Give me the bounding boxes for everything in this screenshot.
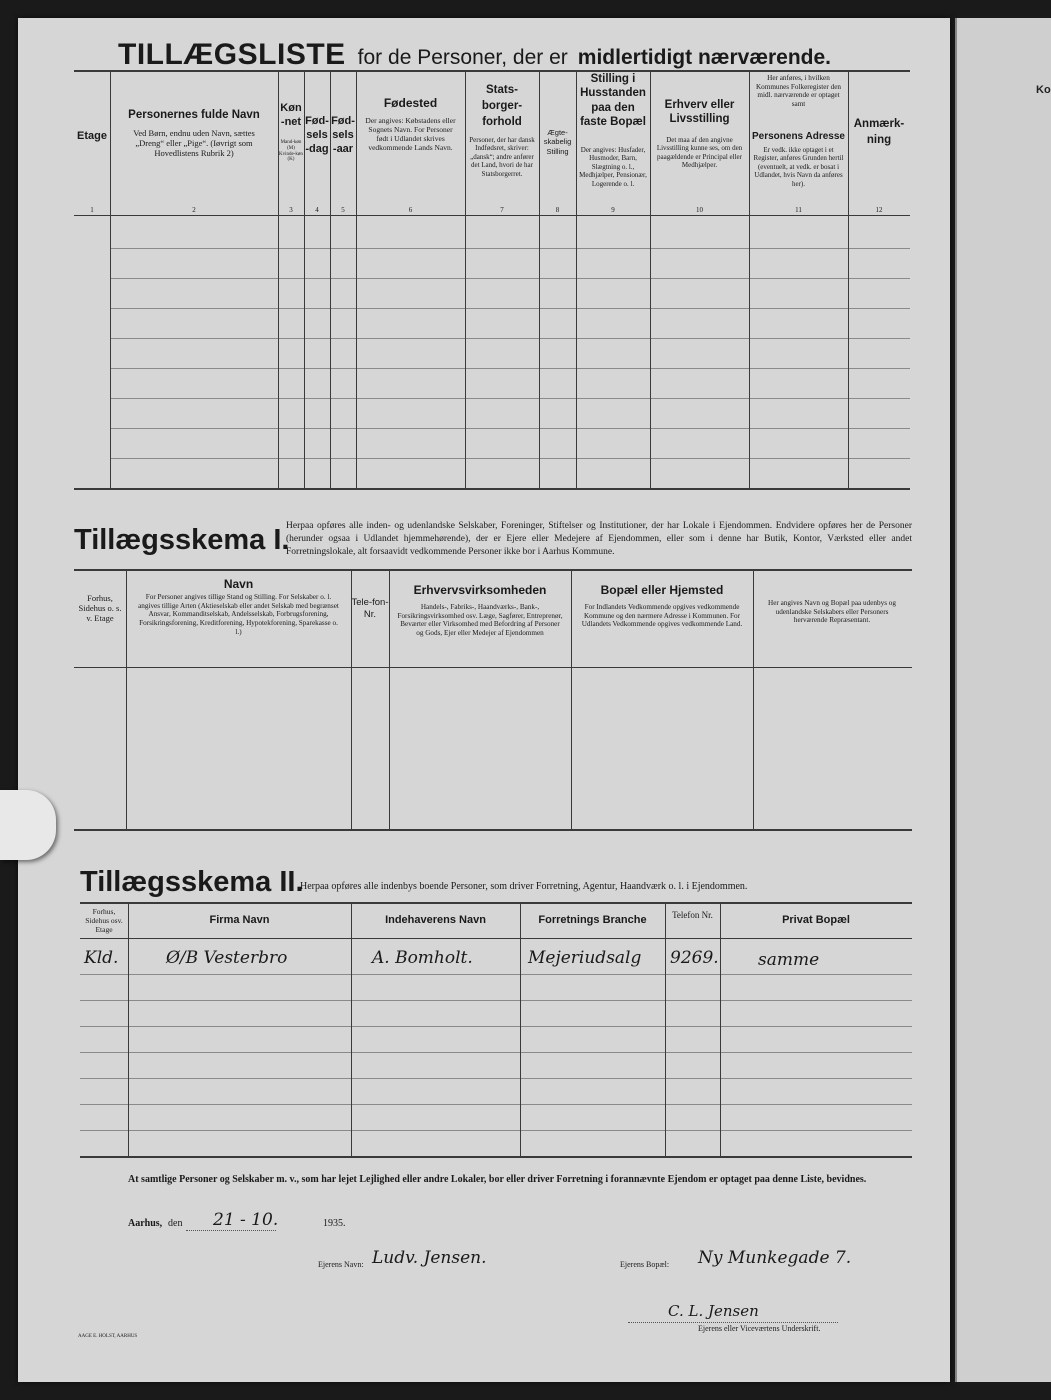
printer-mark: AAGE E. HOLST, AARHUS — [78, 1334, 138, 1339]
skema1-heading: Tillægsskema I. — [74, 524, 290, 556]
skema2-col-residence: Privat Bopæl — [782, 914, 850, 926]
skema2-col-floor: Forhus, Sidehus osv. Etage — [85, 907, 123, 934]
adjacent-page-edge — [955, 18, 1051, 1382]
col-gender: Køn-net Mand-køn (M) Kvinde-køn (K) 3 — [279, 102, 303, 214]
table-row-phone: 9269. — [670, 948, 719, 968]
col-citizenship: Stats-borger-forhold Personer, der har dansk Indfødsret, skriver: „dansk“; andre anfører det Land, hvori de har Statsborgerret. 7 — [469, 84, 535, 214]
col-household-position: Stilling i Husstanden paa den faste Bopæl Der angives: Husfader, Husmoder, Barn, Slægtning o. l., Medhjælper, Pensionær, Logerende o. l. 9 — [579, 73, 647, 214]
table-row-firm: Ø/B Vesterbro — [166, 948, 288, 968]
col-full-name: Personernes fulde Navn Ved Børn, endnu uden Navn, sættes „Dreng“ eller „Pige“. (Iøvrigt som Hovedlistens Rubrik 2) 2 — [128, 109, 260, 214]
table-row-floor: Kld. — [84, 948, 119, 968]
col-person-address: Her anføres, i hvilken Kommunes Folkeregister den midl. nærværende er optaget samt Personens Adresse Er vedk. ikke optaget i et Register, anføres Grunden hertil (eventuelt, at vedk. er bosat i Udlandet, hvis Navn da anføres her). 11 — [751, 74, 845, 214]
col-birthplace: Fødested Der angives: Købstadens eller Sognets Navn. For Personer født i Udlandet skrives vedkommende Lands Navn. 6 — [365, 96, 456, 214]
table-row-owner: A. Bomholt. — [372, 948, 473, 968]
form-header — [118, 38, 831, 72]
form-title-middle: for de Personer, der er — [357, 46, 568, 69]
col-marital-status: Ægte-skabelig Stilling 8 — [543, 128, 572, 214]
col-birth-year: Fød-sels-aar 5 — [331, 115, 355, 214]
date-handwritten: 21 - 10. — [213, 1210, 279, 1230]
skema1-col-name: Navn For Personer angives tillige Stand og Stilling. For Selskaber o. l. angives tillige Arten (Aktieselskab eller andet Selskab med begrænset Ansvar, Kommanditselskab, Andelsselskab, Forbrugsforening, Forsikringsforening, Kreditforening, Hypotekforening, Sparekasse o. l.) — [138, 577, 339, 636]
skema1-table — [74, 569, 912, 831]
table-row-residence: samme — [758, 950, 820, 970]
skema2-col-branch: Forretnings Branche — [538, 914, 647, 926]
col-remarks: Anmærk-ning 12 — [853, 118, 905, 214]
skema2-col-firm: Firma Navn — [209, 914, 270, 926]
owner-name-label: Ejerens Navn: — [318, 1260, 364, 1269]
skema1-col-phone: Tele-fon-Nr. — [351, 597, 389, 620]
col-occupation: Erhverv eller Livsstilling Det maa af den angivne Livsstilling kunne ses, om den paagældende er Principal eller Medhjælper. 10 — [656, 99, 743, 214]
skema2-col-phone: Telefon Nr. — [672, 910, 713, 920]
col-birth-day: Fød-sels-dag 4 — [305, 115, 329, 214]
form-page — [18, 18, 950, 1382]
place-label: Aarhus, — [128, 1218, 163, 1229]
year-label: 1935. — [323, 1218, 346, 1229]
skema1-col-representative: Her angives Navn og Bopæl paa udenbys og udenlandske Selskabers eller Personers herværende Repræsentant. — [768, 599, 896, 625]
signature-label: Ejerens eller Viceværtens Underskrift. — [698, 1324, 821, 1333]
attestation-statement: At samtlige Personer og Selskaber m. v., som har lejet Lejlighed eller andre Lokaler, bor eller driver Forretning i forannævnte Ejendom er optaget paa denne Liste, bevidnes. — [128, 1174, 867, 1185]
col-etage: Etage 1 — [77, 130, 107, 214]
form-title-bold: midlertidigt nærværende. — [577, 46, 832, 69]
form-title: TILLÆGSLISTE — [118, 38, 346, 71]
skema2-table — [80, 902, 912, 1158]
adjacent-page-text: Ko — [1036, 84, 1051, 96]
skema2-col-owner: Indehaverens Navn — [385, 914, 486, 926]
supplement-list-table — [74, 70, 910, 490]
date-den-label: den — [168, 1218, 183, 1229]
signature-handwritten: C. L. Jensen — [668, 1302, 759, 1320]
owner-address-label: Ejerens Bopæl: — [620, 1260, 670, 1269]
owner-name-handwritten: Ludv. Jensen. — [372, 1248, 487, 1268]
paper-clip — [0, 790, 56, 860]
date-line — [186, 1230, 276, 1231]
table-row-branch: Mejeriudsalg — [528, 948, 642, 968]
skema1-col-residence: Bopæl eller Hjemsted For Indlandets Vedkommende opgives vedkommende Kommune og den nærmere Adresse i Kommunen. For Udlandets Vedkommende opgives vedkommende Land. — [581, 583, 743, 629]
skema1-col-floor: Forhus, Sidehus o. s. v. Etage — [78, 593, 122, 624]
skema1-intro: Herpaa opføres alle inden- og udenlandske Selskaber, Foreninger, Stiftelser og Institutioner, der har Lokale i Ejendommen. Endvidere opføres her de Personer (herunder ogsaa i Udlandet hjemmehørende), der er Ejere eller Medejere af Ejendommen, eller som i denne har Butik, Kontor, Værksted eller andet Forretningslokale, alt forsaavidt vedkommende Personer ikke bor i Aarhus Kommune. — [286, 521, 912, 557]
skema2-intro: Herpaa opføres alle indenbys boende Personer, som driver Forretning, Agentur, Haandværk o. l. i Ejendommen. — [300, 881, 748, 892]
skema1-col-business: Erhvervsvirksomheden Handels-, Fabriks-, Haandværks-, Bank-, Forsikringsvirksomhed osv. Læge, Sagfører, Entreprenør, Beværter eller Virksomhed med Befordring af Personer og Gods, Ejer eller Medejer af Ejendommen — [397, 583, 563, 637]
owner-address-handwritten: Ny Munkegade 7. — [698, 1248, 852, 1268]
signature-line — [628, 1322, 838, 1323]
skema2-heading: Tillægsskema II. — [80, 866, 304, 898]
